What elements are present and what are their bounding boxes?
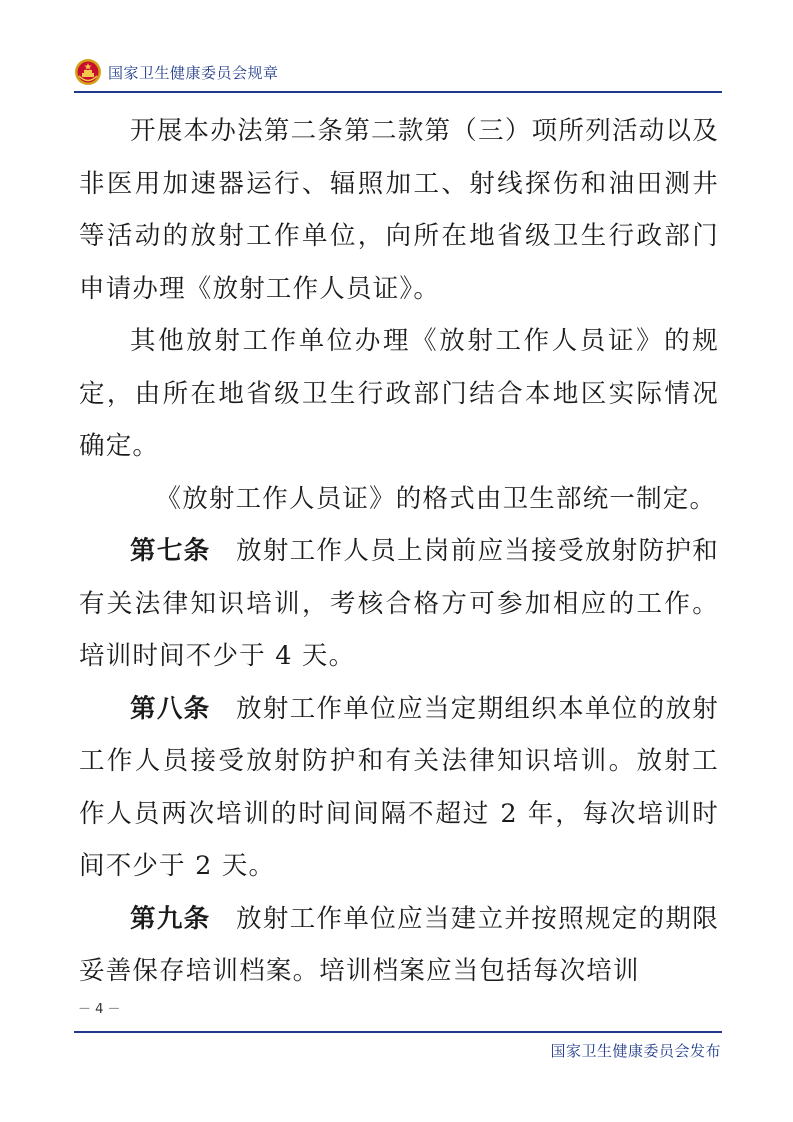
article-label: 第九条 [130,903,211,934]
header-title: 国家卫生健康委员会规章 [108,63,279,82]
national-emblem-icon [74,58,102,86]
article-label: 第七条 [130,536,211,566]
footer-publisher: 国家卫生健康委员会发布 [550,1042,721,1060]
article-8 [79,683,719,893]
article-text: 放射工作单位应当建立并按照规定的期限妥善保存培训档案。培训档案应当包括每次培训 [79,903,719,986]
page-number: － 4 － [78,1002,121,1017]
article-label: 第八条 [130,693,211,724]
page-header [74,54,279,90]
article-text: 放射工作人员上岗前应当接受放射防护和有关法律知识培训，考核合格方可参加相应的工作。培训时间不少于 4 天。 [79,536,719,671]
paragraph: 《放射工作人员证》的格式由卫生部统一制定。 [155,483,717,514]
article-9 [79,893,719,998]
document-body [79,105,719,998]
article-text: 放射工作单位应当定期组织本单位的放射工作人员接受放射防护和有关法律知识培训。放射工作人员两次培训的时间间隔不超过 2 年，每次培训时间不少于 2 天。 [79,693,719,881]
article-7 [79,525,719,683]
paragraph: 开展本办法第二条第二款第（三）项所列活动以及非医用加速器运行、辐照加工、射线探伤和油田测井等活动的放射工作单位，向所在地省级卫生行政部门申请办理《放射工作人员证》。 [79,116,719,304]
paragraph: 其他放射工作单位办理《放射工作人员证》的规定，由所在地省级卫生行政部门结合本地区实际情况确定。 [79,326,719,461]
header-divider [74,91,722,93]
footer-divider [74,1031,722,1033]
